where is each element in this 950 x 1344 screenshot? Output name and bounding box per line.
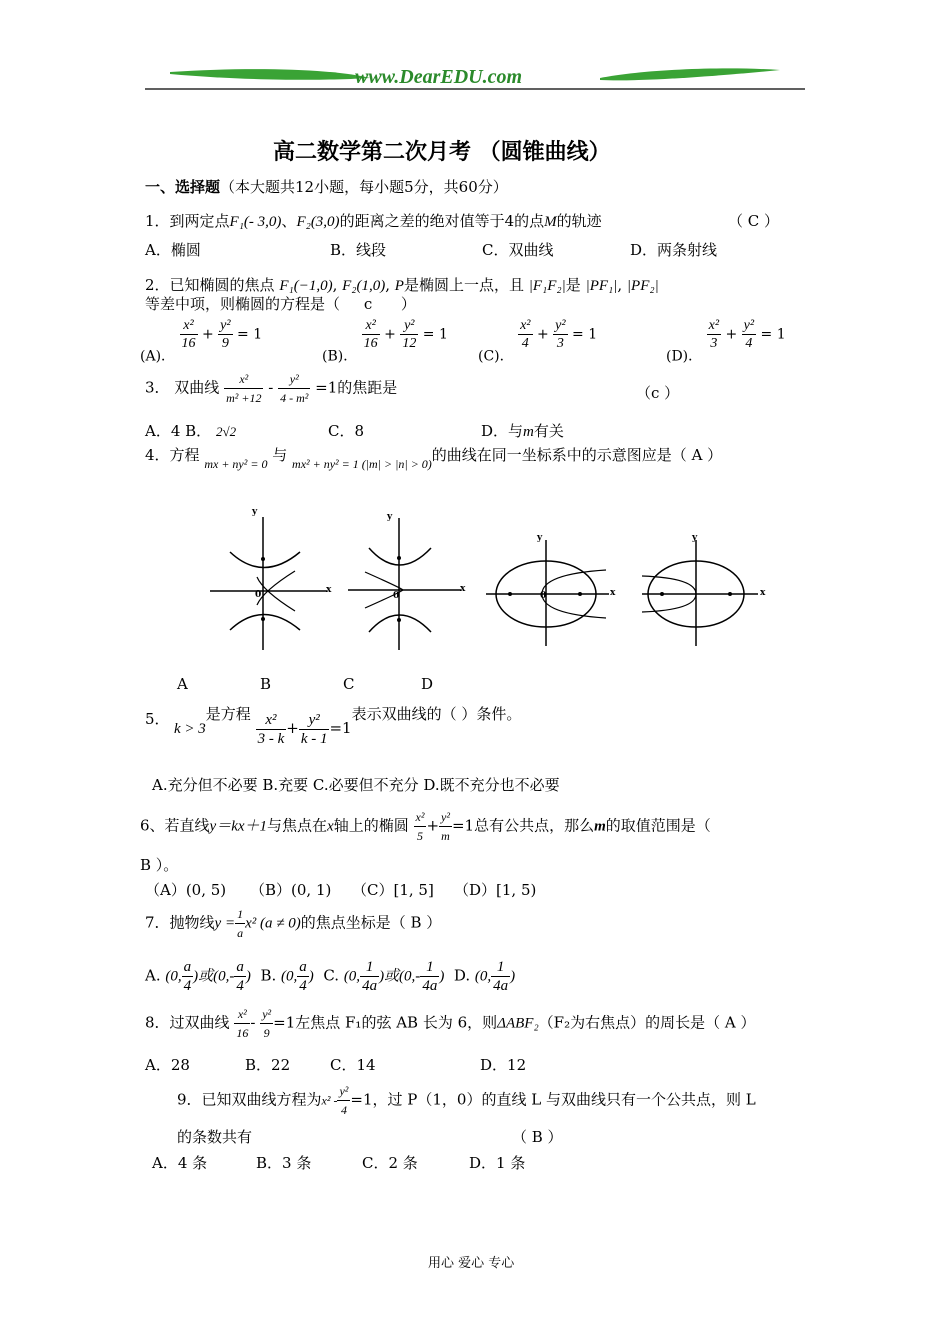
q2-opt-c-frac1: $\frac{\text{x²}}{4}$ <box>520 318 531 351</box>
q1-text-c: 的轨迹 <box>556 212 602 230</box>
q4-graph-c-x: x <box>610 588 616 598</box>
q6-text: 6、若直线 <box>140 816 210 835</box>
q8-option-d: D．12 <box>480 1056 527 1074</box>
q2-opt-c-rhs: = 1 <box>572 326 598 343</box>
q2-option-d: (D)． $\frac{\text{x²}}{3}$ + $\frac{\text{y²}}{4}$ = 1 <box>666 318 786 365</box>
q7-opt-c-frac1: $\frac{1}{4a}$ <box>362 959 378 994</box>
q2-opt-b-label: (B)． <box>322 348 358 365</box>
q2-opt-d-rhs: = 1 <box>760 326 786 343</box>
q6-line: y＝kx＋1 <box>209 818 268 835</box>
q1-text: 1．到两定点 <box>145 212 230 230</box>
q9-line2: 的条数共有 <box>177 1128 253 1146</box>
q5-cond: k > 3 <box>174 721 206 737</box>
q8-option-a: A．28 <box>145 1056 190 1074</box>
q4-graph-b <box>345 510 475 655</box>
q5-text: 是方程 <box>205 705 251 723</box>
q4-graph-a-x: x <box>326 585 332 595</box>
q6-frac1: $\frac{\text{x²}}{5}$ <box>415 810 425 843</box>
q4-text-b: 的曲线在同一坐标系中的示意图应是（ A ） <box>431 446 723 464</box>
question-2: 2．已知椭圆的焦点 F₁(−1,0), F₂(1,0), P是椭圆上一点，且 |F₁F₂|是 |PF₁|, |PF₂| <box>145 276 659 294</box>
q4-graph-c-y: y <box>537 533 543 543</box>
q4-label-b: B <box>260 675 272 693</box>
section-label: 一、选择题 <box>145 178 221 196</box>
q4-graph-c-origin: 0 <box>540 591 547 601</box>
q9-answer: （ B ） <box>512 1128 563 1146</box>
q9-frac: $\frac{\text{y²}}{4}$ <box>339 1084 349 1117</box>
q1-sep: 、 <box>281 212 297 230</box>
q8-option-b: B．22 <box>245 1056 291 1074</box>
question-3 <box>145 370 397 407</box>
q1-option-a: A．椭圆 <box>145 241 201 259</box>
q2-text: 2．已知椭圆的焦点 <box>145 276 275 294</box>
q3-option-b-val: 2√2 <box>215 424 237 439</box>
q2-option-b: (B)． $\frac{\text{x²}}{16}$ + $\frac{\text{y²}}{12}$ = 1 <box>322 318 448 365</box>
q8-frac1: $\frac{\text{x²}}{16}$ <box>236 1007 249 1040</box>
q5-number: 5． <box>145 710 170 728</box>
question-4 <box>145 446 722 473</box>
q8-text: 8．过双曲线 <box>145 1013 230 1032</box>
q2-opt-b-frac2: $\frac{\text{y²}}{12}$ <box>402 318 417 351</box>
question-6: 6、若直线y＝kx＋1与焦点在x轴上的椭圆 $\frac{\text{x²}}{5}$ + $\frac{\text{y²}}{m}$ =1总有公共点，那么m的取值范围是（ <box>140 810 711 843</box>
q9-option-c: C．2 条 <box>362 1154 418 1172</box>
q3-frac2: $\frac{\text{y²}}{\text{4 - m²}}$ <box>280 372 309 405</box>
q6-option-b: （B）(0, 1) <box>250 881 332 899</box>
q6-frac2: $\frac{\text{y²}}{m}$ <box>441 810 450 843</box>
q1-option-c: C．双曲线 <box>482 241 554 259</box>
q2-opt-c-label: (C)． <box>478 348 514 365</box>
q5-options: A.充分但不必要 B.充要 C.必要但不充分 D.既不充分也不必要 <box>152 776 560 794</box>
q2-text-c: 是椭圆上一点，且 <box>403 276 524 294</box>
q4-graph-a-origin: 0 <box>255 590 262 600</box>
q2-opt-a-rhs: = 1 <box>237 326 263 343</box>
section-note: （本大题共12小题，每小题5分，共60分） <box>220 178 508 196</box>
q4-graph-b-origin: 0 <box>393 591 400 601</box>
q4-graph-b-x: x <box>460 584 466 594</box>
header-logo-text: www.DearEDU.com <box>355 66 523 88</box>
q3-answer: （c ） <box>636 384 680 402</box>
q6-line2: B ）。 <box>140 856 179 874</box>
q2-opt-a-label: (A)． <box>140 348 176 365</box>
question-1 <box>145 212 602 231</box>
q3-rhs: =1 <box>315 378 338 397</box>
q4-label-a: A <box>177 675 188 693</box>
q7-frac: $\frac{1}{a}$ <box>237 907 244 940</box>
q2-opt-a-frac2: $\frac{\text{y²}}{9}$ <box>220 318 231 351</box>
q6-option-d: （D）[1, 5) <box>454 881 537 899</box>
q1-f1: F₁(- 3,0) <box>229 214 282 230</box>
q4-graph-d <box>640 538 770 648</box>
q2-option-c: (C)． $\frac{\text{x²}}{4}$ + $\frac{\text{y²}}{3}$ = 1 <box>478 318 598 365</box>
q2-close: ） <box>400 295 416 313</box>
q2-d2: |PF₁| <box>585 278 618 294</box>
q1-answer: （ C ） <box>728 212 780 230</box>
q4-graph-b-y: y <box>387 512 393 522</box>
q7-options: A. (0, $\frac{a}{4}$ )或(0,- $\frac{a}{4}$ ) B. (0, $\frac{a}{4}$ ) C. (0, $\frac{1}{4a}$ )或(0,- $\frac{1}{4a}$ ) D. (0, $\frac{1}{4a}$ ) <box>145 959 516 994</box>
question-8: 8．过双曲线 $\frac{\text{x²}}{16}$ - $\frac{\text{y²}}{9}$ =1左焦点 F₁的弦 AB 长为 6，则ΔABF₂（F₂为右焦点）的周长是（ A ） <box>145 1007 756 1040</box>
q7-opt-a-frac2: $\frac{a}{4}$ <box>236 959 244 994</box>
q3-option-c: C．8 <box>328 422 365 440</box>
q4-eq2: mx² + ny² = 1 (|m| > |n| > 0) <box>292 457 432 471</box>
q4-label-c: C <box>343 675 355 693</box>
q7-opt-b-frac: $\frac{a}{4}$ <box>299 959 307 994</box>
question-9: 9．已知双曲线方程为x² - $\frac{\text{y²}}{4}$ =1，过 P（1，0）的直线 L 与双曲线只有一个公共点，则 L <box>177 1084 756 1117</box>
q2-f1: F₁(−1,0) <box>279 278 333 294</box>
q4-graph-d-x: x <box>760 588 766 598</box>
q2-opt-c-frac2: $\frac{\text{y²}}{3}$ <box>555 318 566 351</box>
page-footer: 用心 爱心 专心 <box>428 1256 515 1271</box>
q7-opt-d-frac: $\frac{1}{4a}$ <box>493 959 509 994</box>
question-5: k > 3是方程 $\frac{\text{x²}}{3 - k}$ + $\frac{\text{y²}}{k - 1}$ =1表示双曲线的（ ）条件。 <box>174 705 522 747</box>
q2-f2: F₂(1,0) <box>342 278 386 294</box>
q3-text: 3． 双曲线 <box>145 378 220 397</box>
q9-option-d: D．1 条 <box>469 1154 526 1172</box>
section-heading <box>145 178 508 196</box>
q8-option-c: C．14 <box>330 1056 376 1074</box>
q5-frac2: $\frac{\text{y²}}{k - 1}$ <box>300 712 328 747</box>
page-title: 高二数学第二次月考 （圆锥曲线） <box>273 140 611 165</box>
q2-shi: 是 <box>565 276 581 294</box>
q9-option-b: B．3 条 <box>256 1154 312 1172</box>
q4-graph-d-y: y <box>692 533 698 543</box>
q1-f2: F₂(3,0) <box>296 214 340 230</box>
q7-text: 7．抛物线 <box>145 913 215 932</box>
q2-p: P <box>394 278 404 294</box>
q2-opt-d-frac2: $\frac{\text{y²}}{4}$ <box>743 318 755 351</box>
q4-graph-a-y: y <box>252 507 258 517</box>
q7-opt-c-frac2: $\frac{1}{4a}$ <box>422 959 438 994</box>
q1-m: M <box>544 214 557 230</box>
q1-option-d: D．两条射线 <box>630 241 718 259</box>
q3-minus: - <box>268 378 274 397</box>
q2-line2-text: 等差中项，则椭圆的方程是（ <box>145 295 341 313</box>
q4-text: 4．方程 <box>145 446 200 464</box>
q7-opt-a-frac1: $\frac{a}{4}$ <box>183 959 192 994</box>
q2-answer: c <box>363 295 373 313</box>
q4-graph-a <box>205 505 340 655</box>
q9-option-a: A．4 条 <box>152 1154 208 1172</box>
q3-option-d: D．与m有关 <box>481 422 564 440</box>
question-7: 7．抛物线y = $\frac{1}{a}$ x² (a ≠ 0)的焦点坐标是（ B ） <box>145 907 442 940</box>
q4-label-d: D <box>421 675 434 693</box>
q5-frac1: $\frac{\text{x²}}{3 - k}$ <box>257 712 285 747</box>
q6-option-a: （A）(0, 5) <box>145 881 227 899</box>
q1-option-b: B．线段 <box>330 241 387 259</box>
q2-opt-b-frac1: $\frac{\text{x²}}{16}$ <box>363 318 378 351</box>
q8-frac2: $\frac{\text{y²}}{9}$ <box>262 1007 272 1040</box>
q3-options <box>145 422 236 441</box>
q3-option-ab: A．4 B． <box>145 422 212 440</box>
q2-opt-d-label: (D)． <box>666 348 703 365</box>
q9-text: 9．已知双曲线方程为 <box>177 1090 322 1109</box>
q2-option-a: (A)． $\frac{\text{x²}}{16}$ + $\frac{\text{y²}}{9}$ = 1 <box>140 318 263 365</box>
q4-graph-c <box>484 538 619 648</box>
q4-with: 与 <box>272 446 288 464</box>
q1-text-b: 的距离之差的绝对值等于4的点 <box>339 212 545 230</box>
q2-d1: |F₁F₂| <box>528 278 566 294</box>
q5-text-b: 表示双曲线的（ ）条件。 <box>351 705 522 723</box>
q2-line2 <box>145 295 416 313</box>
q3-frac1: $\frac{\text{x²}}{\text{m² +12}}$ <box>226 372 262 405</box>
q2-d3: |PF₂| <box>626 278 659 294</box>
q6-option-c: （C）[1, 5] <box>352 881 434 899</box>
q2-opt-a-frac1: $\frac{\text{x²}}{16}$ <box>181 318 196 351</box>
q2-opt-b-rhs: = 1 <box>422 326 448 343</box>
q4-eq1: mx + ny² = 0 <box>204 457 268 471</box>
q2-opt-d-frac1: $\frac{\text{x²}}{3}$ <box>708 318 720 351</box>
q3-text-b: 的焦距是 <box>337 378 398 397</box>
